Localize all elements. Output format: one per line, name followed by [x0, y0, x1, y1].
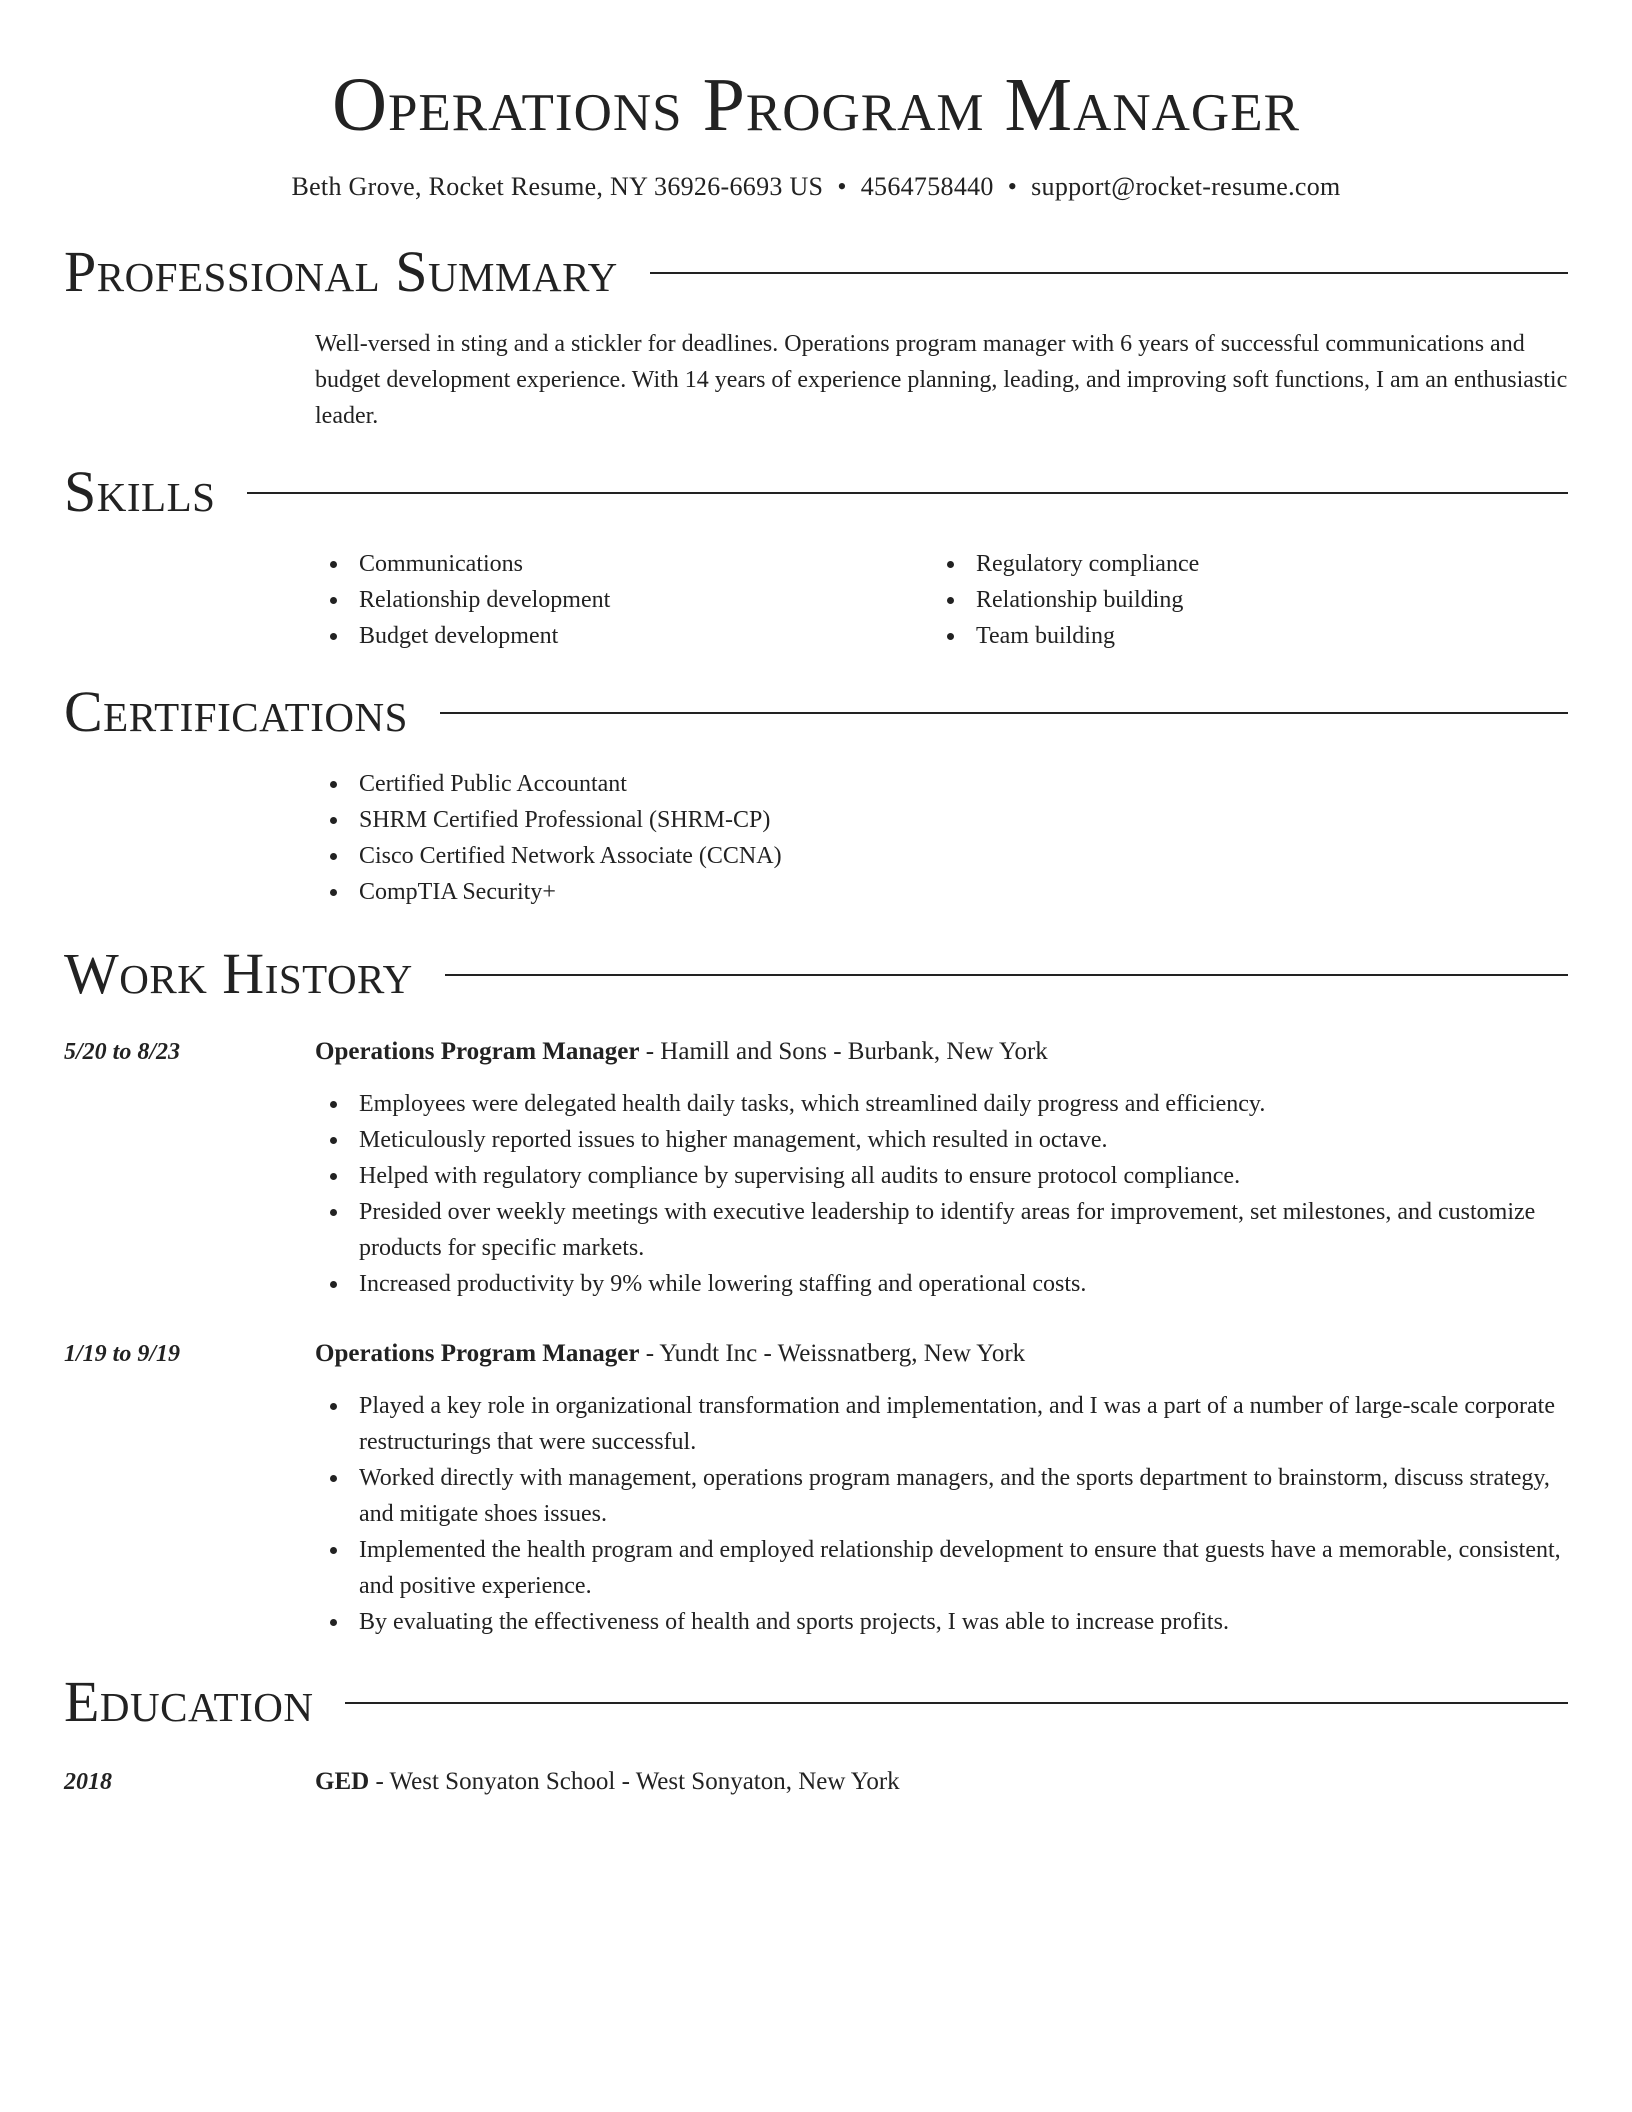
contact-phone: 4564758440 [860, 172, 994, 201]
section-title-certifications: Certifications [64, 679, 408, 744]
section-header-skills [64, 460, 1568, 524]
job-company-location: - Yundt Inc - Weissnatberg, New York [639, 1340, 1026, 1367]
section-title-summary: Professional Summary [64, 239, 618, 304]
job-bullet: Presided over weekly meetings with executive leadership to identify areas for improvement, set milestones, and customize products for specific markets. [315, 1194, 1568, 1266]
job-bullet: Increased productivity by 9% while lowering staffing and operational costs. [315, 1266, 1568, 1302]
section-title-skills: Skills [64, 459, 216, 524]
job-title-line [315, 1034, 1568, 1070]
job-dates: 1/19 to 9/19 [64, 1341, 181, 1367]
education-line [315, 1764, 1568, 1800]
contact-line [64, 170, 1568, 204]
certification-item: CompTIA Security+ [315, 874, 1568, 910]
job-bullet: Employees were delegated health daily tasks, which streamlined daily progress and efficiency. [315, 1086, 1568, 1122]
job-bullet: Worked directly with management, operations program managers, and the sports department to brainstorm, discuss strategy, and mitigate shoes issues. [315, 1460, 1568, 1532]
summary-text: Well-versed in sting and a stickler for deadlines. Operations program manager with 6 years of successful communications and budget development experience. With 14 years of experience planning, leading, and improving soft functions, I am an enthusiastic leader. [315, 331, 1568, 429]
job-bullet: Implemented the health program and employed relationship development to ensure that guests have a memorable, consistent, and positive experience. [315, 1532, 1568, 1604]
resume-page [64, 0, 1568, 1800]
section-header-certifications [64, 680, 1568, 744]
contact-separator: • [1007, 172, 1018, 201]
job-bullets [315, 1388, 1568, 1640]
skill-item: Communications [315, 546, 932, 582]
section-header-education [64, 1670, 1568, 1734]
contact-address: Beth Grove, Rocket Resume, NY 36926-6693 US [291, 172, 824, 201]
job-bullet: Played a key role in organizational transformation and implementation, and I was a part of a number of large-scale corporate restructurings that were successful. [315, 1388, 1568, 1460]
certifications-list [315, 766, 1568, 910]
skill-item: Team building [932, 618, 1549, 654]
skill-item: Relationship building [932, 582, 1549, 618]
section-divider [445, 974, 1568, 976]
skill-item: Budget development [315, 618, 932, 654]
job-title-line [315, 1336, 1568, 1372]
certification-item: Cisco Certified Network Associate (CCNA) [315, 838, 1568, 874]
job-bullets [315, 1086, 1568, 1302]
job-bullet: Meticulously reported issues to higher management, which resulted in octave. [315, 1122, 1568, 1158]
job-company-location: - Hamill and Sons - Burbank, New York [639, 1038, 1048, 1065]
section-header-summary [64, 240, 1568, 304]
skill-item: Regulatory compliance [932, 546, 1549, 582]
certification-item: Certified Public Accountant [315, 766, 1568, 802]
section-divider [247, 492, 1568, 494]
section-header-work-history [64, 942, 1568, 1006]
skill-item: Relationship development [315, 582, 932, 618]
job-entry [64, 1034, 1568, 1302]
job-dates: 5/20 to 8/23 [64, 1039, 181, 1065]
skills-column-left [315, 546, 932, 654]
job-entry [64, 1336, 1568, 1640]
education-degree: GED [315, 1768, 370, 1795]
contact-separator: • [837, 172, 847, 201]
education-year: 2018 [64, 1769, 112, 1795]
education-school-location: - West Sonyaton School - West Sonyaton, New York [369, 1768, 900, 1795]
job-bullet: Helped with regulatory compliance by supervising all audits to ensure protocol compliance. [315, 1158, 1568, 1194]
skills-column-right [932, 546, 1549, 654]
section-divider [650, 272, 1568, 274]
resume-name: Operations Program Manager [332, 63, 1300, 147]
section-divider [440, 712, 1568, 714]
job-role: Operations Program Manager [315, 1340, 640, 1367]
education-entry [64, 1764, 1568, 1800]
section-title-education: Education [64, 1669, 314, 1734]
section-divider [345, 1702, 1568, 1704]
job-bullet: By evaluating the effectiveness of health and sports projects, I was able to increase profits. [315, 1604, 1568, 1640]
section-title-work-history: Work History [64, 941, 413, 1006]
contact-email: support@rocket-resume.com [1031, 172, 1341, 201]
job-role: Operations Program Manager [315, 1038, 640, 1065]
skills-list [315, 546, 1568, 654]
certification-item: SHRM Certified Professional (SHRM-CP) [315, 802, 1568, 838]
